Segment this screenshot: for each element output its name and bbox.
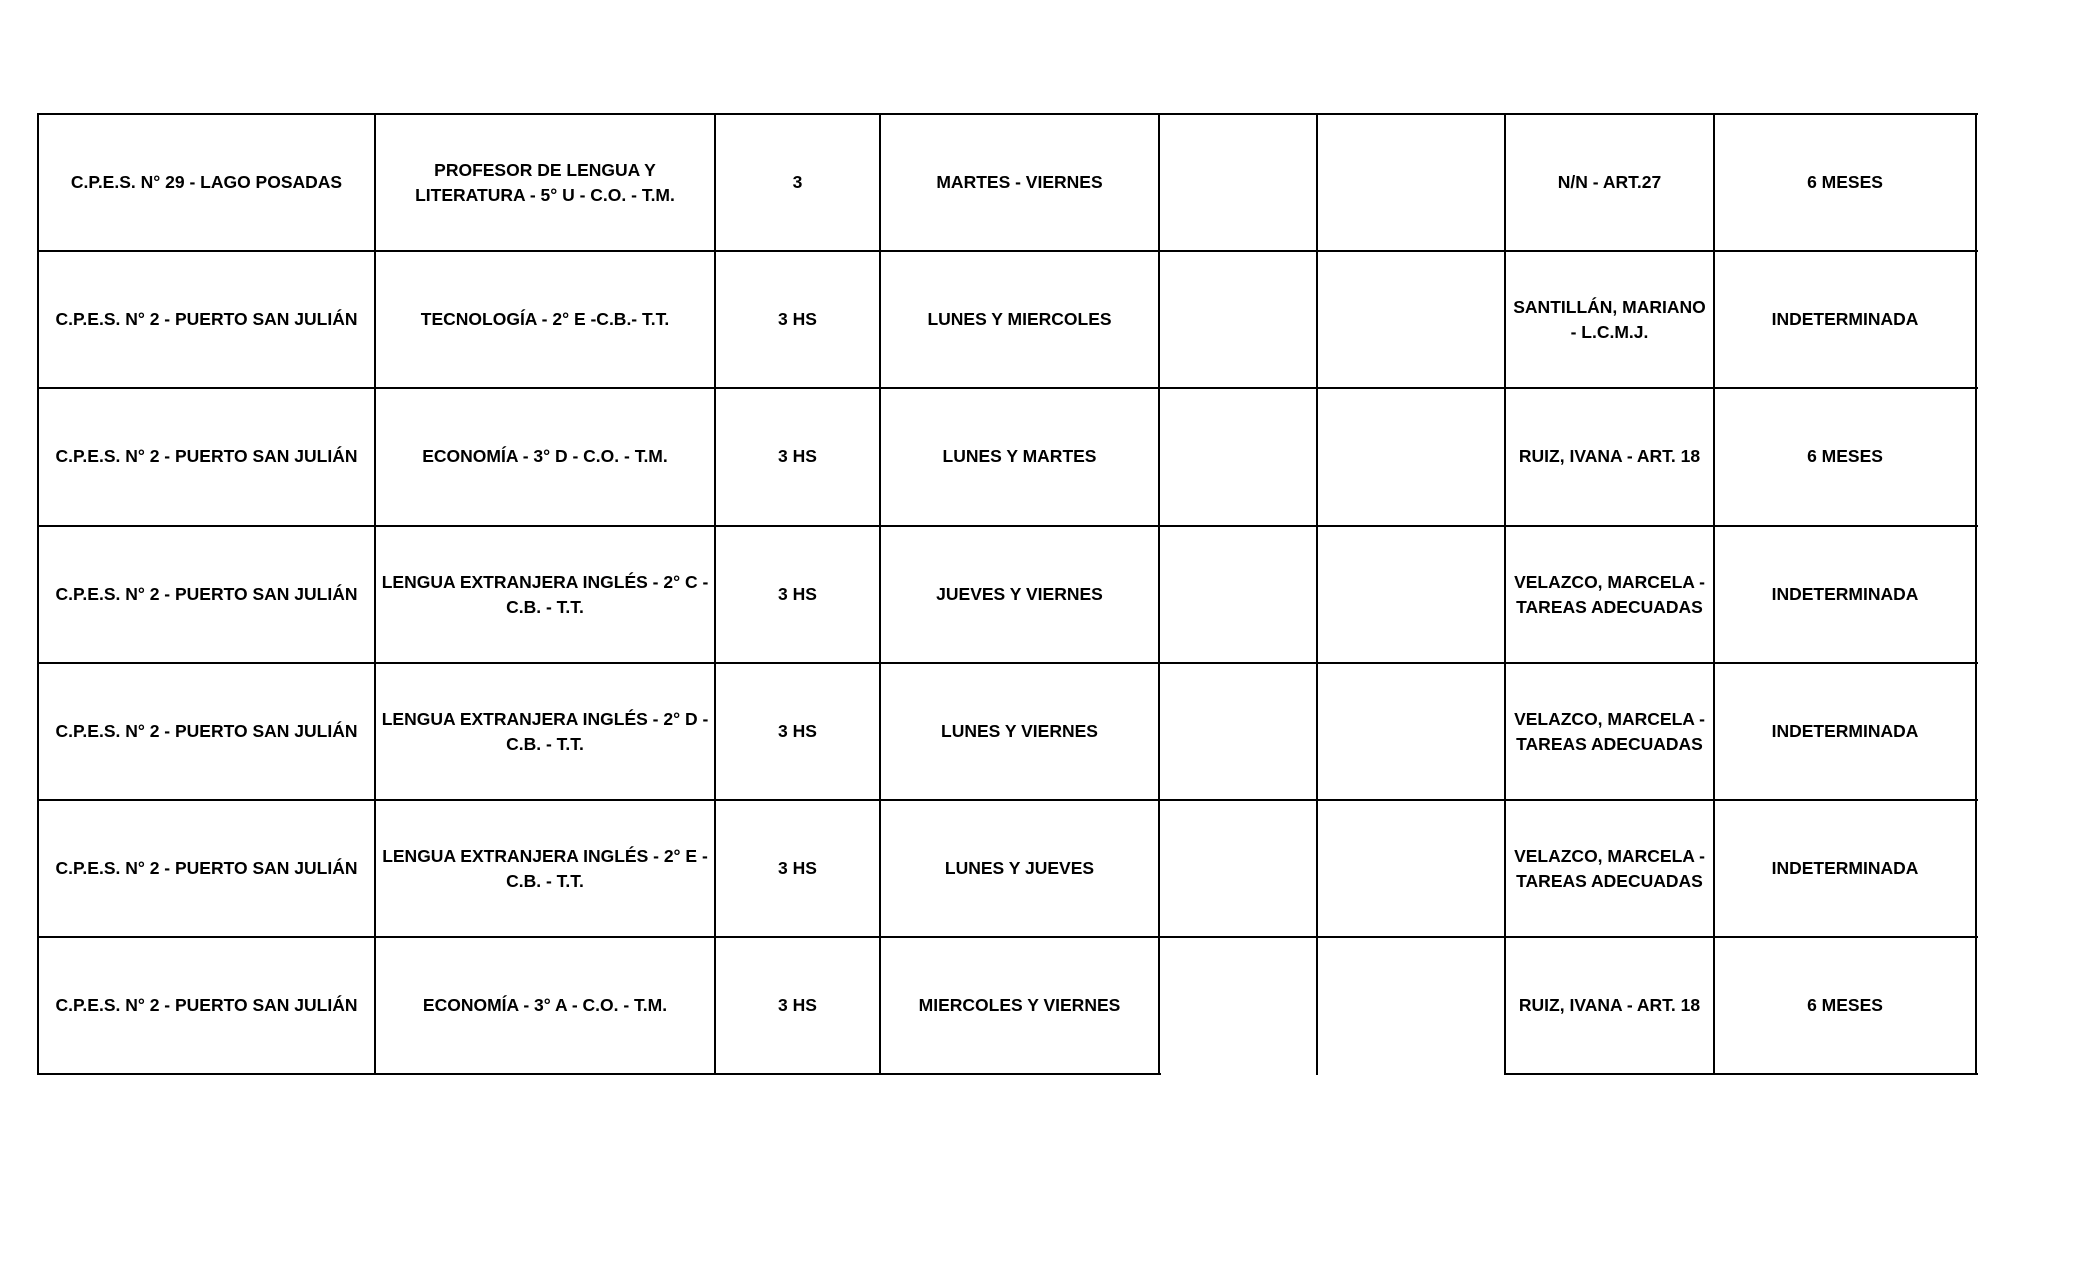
- duration-cell-text: INDETERMINADA: [1771, 309, 1919, 329]
- subject-cell-text: LENGUA EXTRANJERA INGLÉS - 2° C - C.B. - T.T.: [381, 571, 709, 617]
- replaces-cell: [1505, 114, 1714, 251]
- empty-cell-b: [1317, 526, 1505, 663]
- duration-cell: [1714, 526, 1976, 663]
- subject-cell-text: LENGUA EXTRANJERA INGLÉS - 2° D - C.B. - T.T.: [381, 708, 709, 754]
- days-cell-text: JUEVES Y VIERNES: [936, 584, 1103, 604]
- table-row: [38, 663, 1976, 800]
- vacancy-table: [38, 114, 1988, 1074]
- grid-line: [38, 250, 1978, 252]
- duration-cell: [1714, 663, 1976, 800]
- days-cell-text: LUNES Y VIERNES: [941, 721, 1098, 741]
- empty-cell-b: [1317, 114, 1505, 251]
- school-cell-text: C.P.E.S. N° 2 - PUERTO SAN JULIÁN: [55, 309, 358, 329]
- duration-cell: [1714, 251, 1976, 388]
- school-cell: [38, 937, 375, 1074]
- table-row: [38, 388, 1976, 525]
- school-cell: [38, 800, 375, 937]
- hours-cell-text: 3 HS: [778, 584, 817, 604]
- duration-cell-text: INDETERMINADA: [1771, 584, 1919, 604]
- replaces-cell: [1505, 663, 1714, 800]
- empty-cell-a: [1159, 663, 1317, 800]
- grid-line: [38, 113, 1978, 115]
- grid-line: [374, 113, 376, 1075]
- school-cell-text: C.P.E.S. N° 2 - PUERTO SAN JULIÁN: [55, 446, 358, 466]
- replaces-cell-text: VELAZCO, MARCELA - TAREAS ADECUADAS: [1514, 708, 1705, 754]
- empty-cell-b: [1317, 388, 1505, 525]
- subject-cell-text: PROFESOR DE LENGUA Y LITERATURA - 5° U - C.O. - T.M.: [415, 159, 675, 205]
- replaces-cell-text: N/N - ART.27: [1557, 172, 1662, 192]
- days-cell-text: LUNES Y MIERCOLES: [927, 309, 1112, 329]
- subject-cell-text: ECONOMÍA - 3° A - C.O. - T.M.: [422, 995, 668, 1015]
- grid-line: [1504, 113, 1506, 1075]
- school-cell-text: C.P.E.S. N° 2 - PUERTO SAN JULIÁN: [55, 995, 358, 1015]
- days-cell: [880, 114, 1159, 251]
- subject-cell: [375, 937, 715, 1074]
- hours-cell: [715, 937, 880, 1074]
- replaces-cell: [1505, 800, 1714, 937]
- duration-cell-text: INDETERMINADA: [1771, 858, 1919, 878]
- replaces-cell-text: RUIZ, IVANA - ART. 18: [1518, 446, 1701, 466]
- grid-line: [1713, 113, 1715, 1075]
- school-cell-text: C.P.E.S. N° 29 - LAGO POSADAS: [70, 172, 343, 192]
- table-row: [38, 800, 1976, 937]
- school-cell: [38, 388, 375, 525]
- subject-cell: [375, 663, 715, 800]
- school-cell: [38, 114, 375, 251]
- empty-cell-a: [1159, 114, 1317, 251]
- empty-cell-b: [1317, 663, 1505, 800]
- days-cell: [880, 526, 1159, 663]
- duration-cell: [1714, 800, 1976, 937]
- school-cell-text: C.P.E.S. N° 2 - PUERTO SAN JULIÁN: [55, 721, 358, 741]
- grid-line: [879, 113, 881, 1075]
- empty-cell-b: [1317, 937, 1505, 1074]
- replaces-cell: [1505, 388, 1714, 525]
- grid-line: [38, 387, 1978, 389]
- school-cell: [38, 526, 375, 663]
- duration-cell-text: 6 MESES: [1807, 172, 1883, 192]
- grid-line: [1975, 113, 1977, 1075]
- subject-cell: [375, 800, 715, 937]
- days-cell: [880, 800, 1159, 937]
- grid-line: [38, 799, 1978, 801]
- table-row: [38, 937, 1976, 1074]
- grid-line: [1158, 113, 1160, 1075]
- replaces-cell: [1505, 251, 1714, 388]
- grid-line: [38, 1073, 1161, 1075]
- days-cell: [880, 937, 1159, 1074]
- grid-line: [38, 525, 1978, 527]
- school-cell-text: C.P.E.S. N° 2 - PUERTO SAN JULIÁN: [55, 858, 358, 878]
- hours-cell-text: 3 HS: [778, 858, 817, 878]
- replaces-cell: [1505, 526, 1714, 663]
- hours-cell-text: 3 HS: [778, 721, 817, 741]
- table-row: [38, 526, 1976, 663]
- subject-cell: [375, 114, 715, 251]
- hours-cell-text: 3 HS: [778, 995, 817, 1015]
- replaces-cell-text: VELAZCO, MARCELA - TAREAS ADECUADAS: [1514, 571, 1705, 617]
- subject-cell-text: LENGUA EXTRANJERA INGLÉS - 2° E - C.B. - T.T.: [382, 845, 708, 891]
- school-cell: [38, 663, 375, 800]
- replaces-cell: [1505, 937, 1714, 1074]
- table-row: [38, 251, 1976, 388]
- hours-cell: [715, 663, 880, 800]
- hours-cell: [715, 800, 880, 937]
- hours-cell: [715, 526, 880, 663]
- subject-cell: [375, 526, 715, 663]
- hours-cell-text: 3 HS: [778, 446, 817, 466]
- subject-cell: [375, 388, 715, 525]
- days-cell: [880, 251, 1159, 388]
- days-cell-text: MARTES - VIERNES: [936, 172, 1103, 192]
- subject-cell-text: TECNOLOGÍA - 2° E -C.B.- T.T.: [420, 309, 670, 329]
- duration-cell-text: 6 MESES: [1807, 446, 1883, 466]
- hours-cell: [715, 114, 880, 251]
- duration-cell-text: INDETERMINADA: [1771, 721, 1919, 741]
- days-cell-text: MIERCOLES Y VIERNES: [918, 995, 1121, 1015]
- empty-cell-a: [1159, 251, 1317, 388]
- duration-cell-text: 6 MESES: [1807, 995, 1883, 1015]
- subject-cell-text: ECONOMÍA - 3° D - C.O. - T.M.: [422, 446, 668, 466]
- school-cell: [38, 251, 375, 388]
- grid-line: [38, 662, 1978, 664]
- duration-cell: [1714, 937, 1976, 1074]
- replaces-cell-text: VELAZCO, MARCELA - TAREAS ADECUADAS: [1514, 845, 1705, 891]
- days-cell-text: LUNES Y MARTES: [942, 446, 1097, 466]
- empty-cell-a: [1159, 526, 1317, 663]
- grid-line: [38, 936, 1978, 938]
- empty-cell-a: [1159, 937, 1317, 1074]
- hours-cell-text: 3 HS: [778, 309, 817, 329]
- replaces-cell-text: SANTILLÁN, MARIANO - L.C.M.J.: [1513, 296, 1706, 342]
- days-cell: [880, 663, 1159, 800]
- grid-line: [1505, 1073, 1978, 1075]
- duration-cell: [1714, 114, 1976, 251]
- grid-line: [714, 113, 716, 1075]
- hours-cell: [715, 388, 880, 525]
- empty-cell-a: [1159, 388, 1317, 525]
- empty-cell-b: [1317, 251, 1505, 388]
- school-cell-text: C.P.E.S. N° 2 - PUERTO SAN JULIÁN: [55, 584, 358, 604]
- table-row: [38, 114, 1976, 251]
- empty-cell-a: [1159, 800, 1317, 937]
- subject-cell: [375, 251, 715, 388]
- hours-cell-text: 3: [792, 172, 803, 192]
- duration-cell: [1714, 388, 1976, 525]
- grid-line: [1316, 113, 1318, 1075]
- days-cell-text: LUNES Y JUEVES: [944, 858, 1095, 878]
- replaces-cell-text: RUIZ, IVANA - ART. 18: [1518, 995, 1701, 1015]
- empty-cell-b: [1317, 800, 1505, 937]
- days-cell: [880, 388, 1159, 525]
- grid-line: [37, 113, 39, 1075]
- hours-cell: [715, 251, 880, 388]
